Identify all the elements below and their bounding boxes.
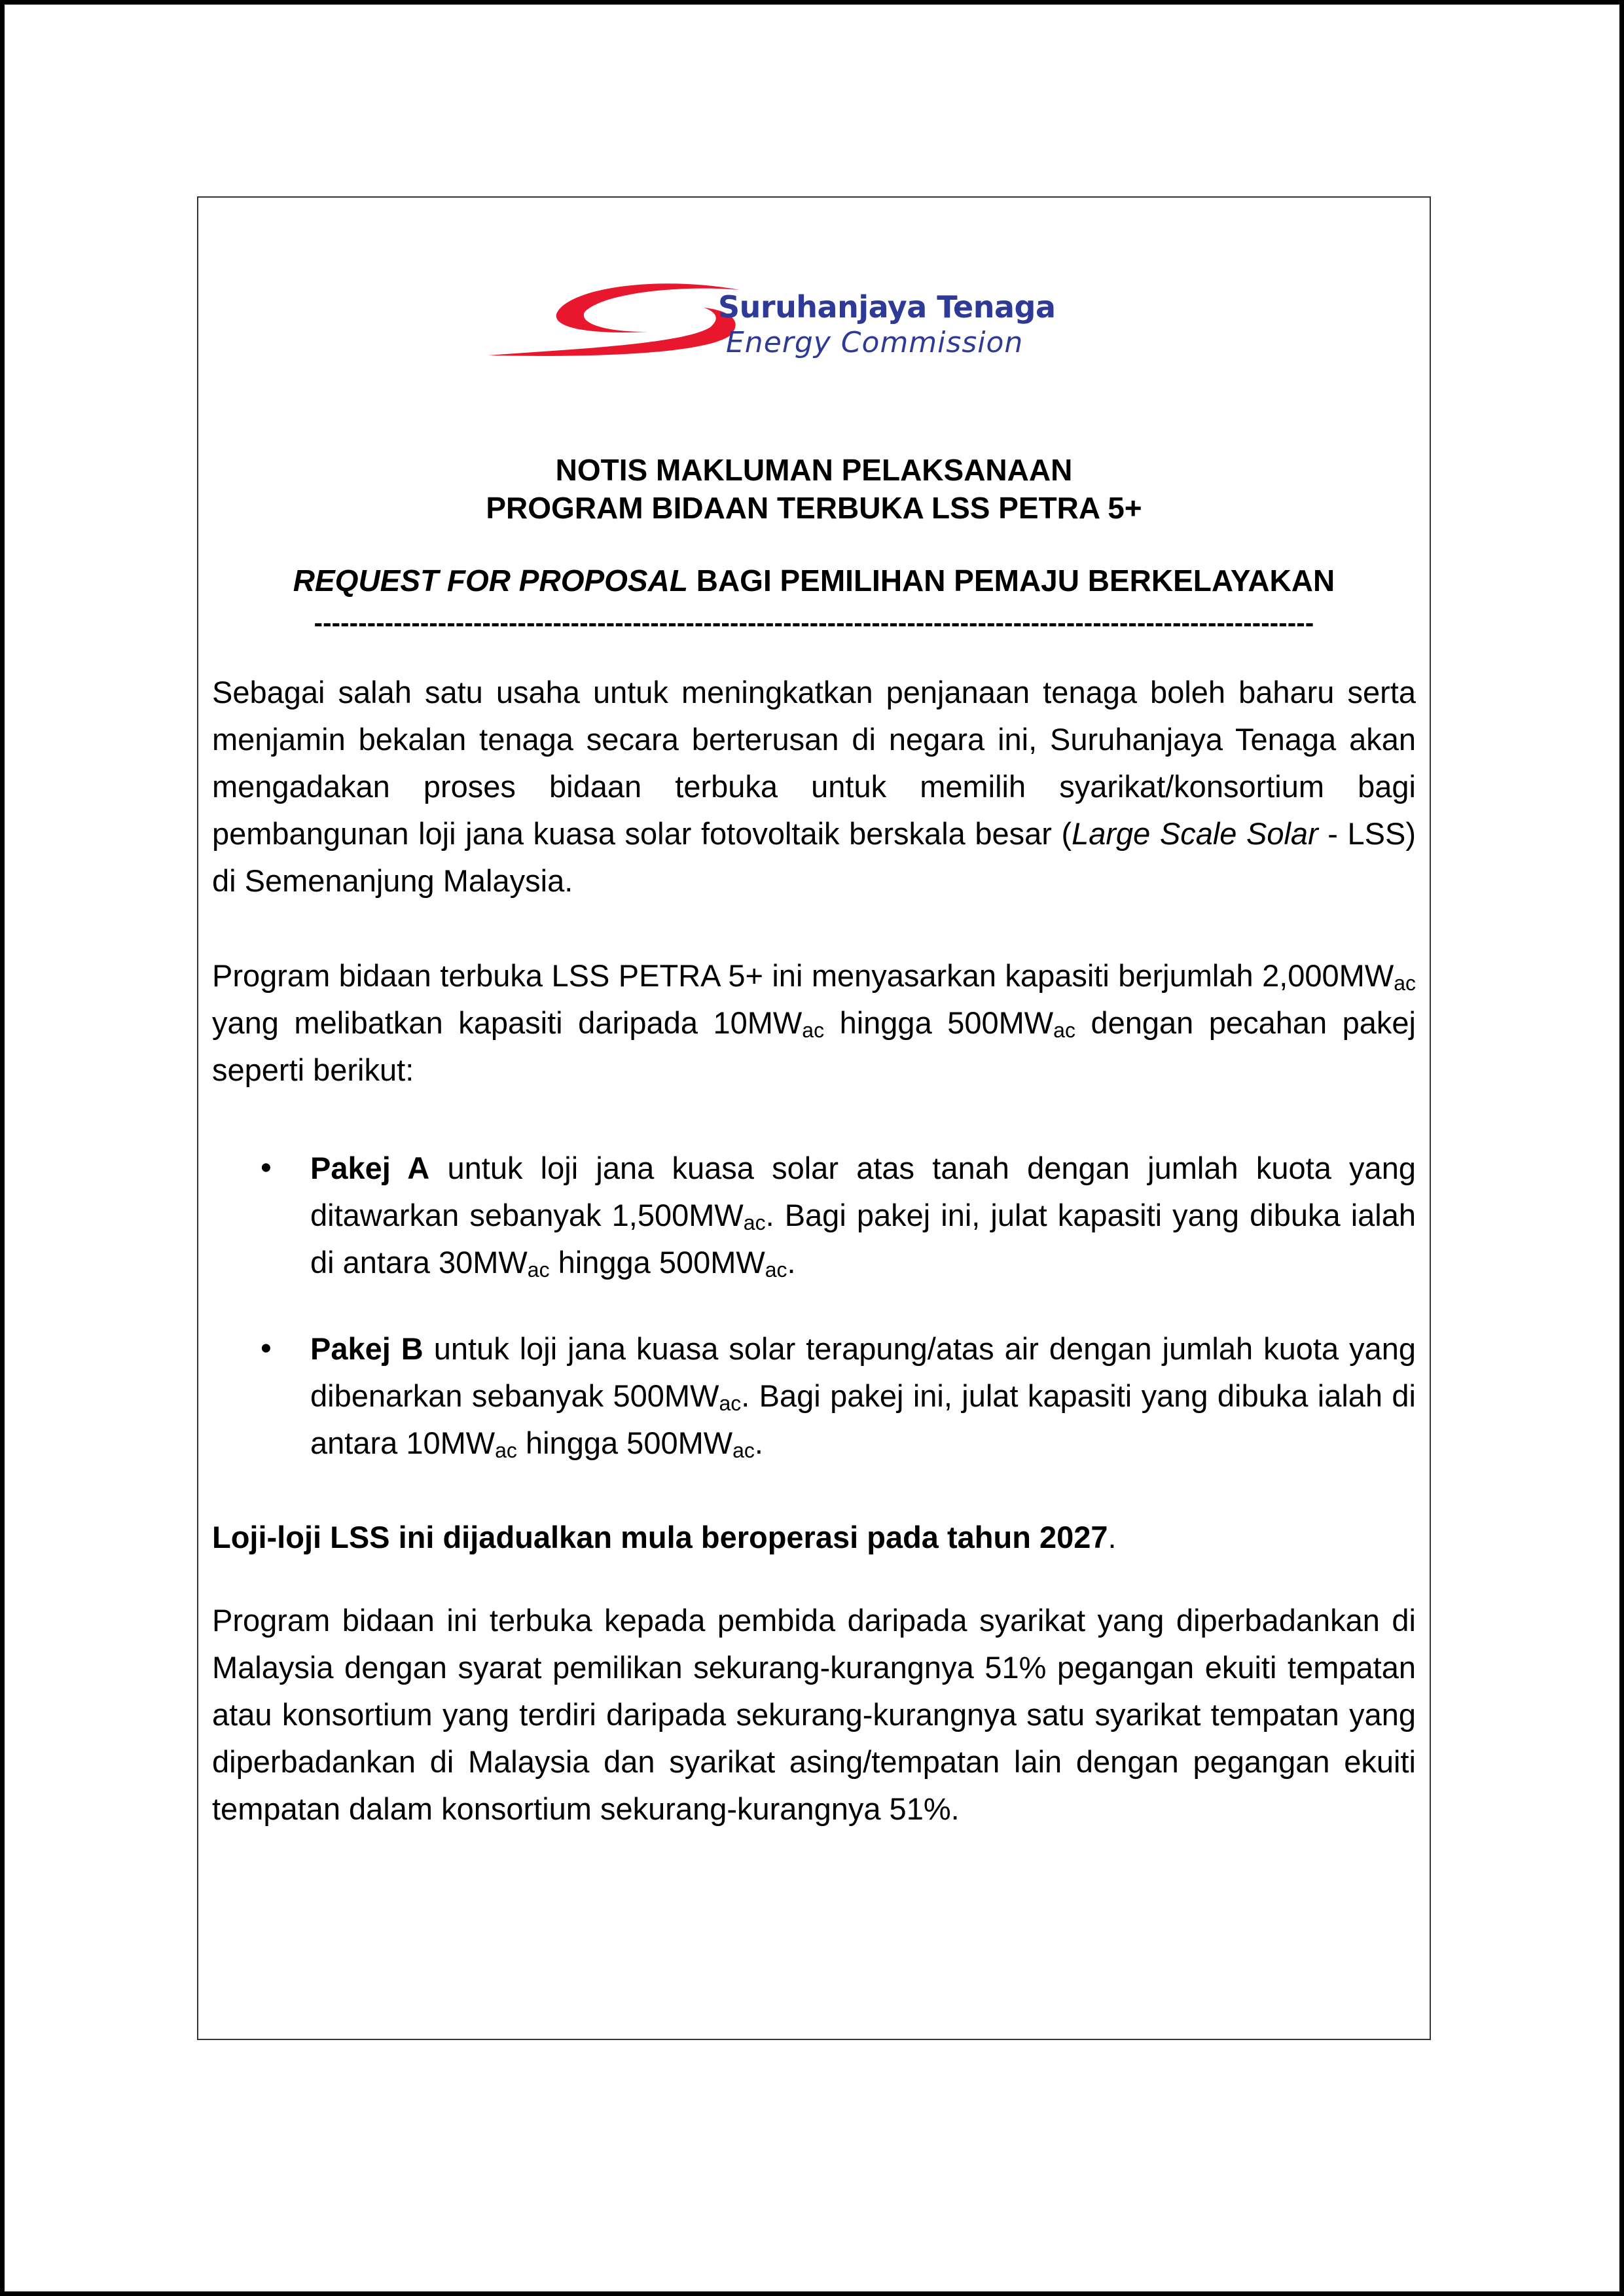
capacity-paragraph — [212, 952, 1416, 1094]
package-b-sub-3: ac — [732, 1439, 755, 1462]
package-a-label: Pakej A — [310, 1151, 430, 1185]
package-a-text-3: hingga 500MW — [549, 1245, 765, 1280]
package-b-item — [310, 1325, 1416, 1467]
schedule-statement — [212, 1514, 1416, 1561]
package-a-sub-1: ac — [743, 1211, 766, 1234]
package-a-text-2: . Bagi pakej ini, julat kapasiti yang dibuka ialah di antara 30MW — [310, 1198, 1416, 1280]
capacity-text-3: hingga 500MW — [824, 1005, 1054, 1040]
package-b-sub-1: ac — [719, 1391, 742, 1415]
package-a-text-4: . — [787, 1245, 796, 1280]
package-b-label: Pakej B — [310, 1331, 424, 1366]
package-b-text-4: . — [754, 1426, 763, 1460]
capacity-text-2: yang melibatkan kapasiti daripada 10MW — [212, 1005, 803, 1040]
rfp-title-italic: REQUEST FOR PROPOSAL — [293, 564, 688, 598]
intro-paragraph — [212, 669, 1416, 905]
bullet-marker: • — [261, 1151, 272, 1185]
capacity-sub-3: ac — [1053, 1018, 1075, 1042]
eligibility-paragraph: Program bidaan ini terbuka kepada pembida daripada syarikat yang diperbadankan di Malaysia dengan syarat pemilikan sekurang-kurangnya 51% pegangan ekuiti tempatan atau konsortium yang terdiri daripada sekurang-kurangnya satu syarikat tempatan yang diperbadankan di Malaysia dan syarikat asing/tempatan lain dengan pegangan ekuiti tempatan dalam konsortium sekurang-kurangnya 51%. — [212, 1603, 1416, 1826]
divider-line: ----------------------------------------------------------------------------------------------------------------- — [314, 610, 1314, 636]
capacity-text-1: Program bidaan terbuka LSS PETRA 5+ ini menyasarkan kapasiti berjumlah 2,000MW — [212, 958, 1394, 993]
capacity-text-4: dengan pecahan pakej seperti berikut: — [212, 1005, 1416, 1087]
schedule-tail: . — [1108, 1520, 1117, 1554]
program-title: PROGRAM BIDAAN TERBUKA LSS PETRA 5+ — [486, 491, 1142, 525]
energy-commission-logo — [488, 272, 1136, 363]
logo-swoosh-icon — [488, 283, 740, 356]
package-b-sub-2: ac — [495, 1439, 517, 1462]
intro-italic: Large Scale Solar — [1072, 816, 1318, 851]
bullet-marker: • — [261, 1331, 272, 1366]
package-b-text-1: untuk loji jana kuasa solar terapung/atas air dengan jumlah kuota yang dibenarkan sebanyak 500MW — [310, 1331, 1416, 1413]
package-a-sub-3: ac — [765, 1258, 787, 1282]
logo-line2: Energy Commission — [726, 326, 1024, 359]
intro-text-b: - LSS) di Semenanjung Malaysia. — [212, 816, 1416, 898]
capacity-sub-1: ac — [1394, 971, 1416, 995]
package-a-item — [310, 1145, 1416, 1286]
logo-line1: Suruhanjaya Tenaga — [718, 289, 1056, 325]
notice-title: NOTIS MAKLUMAN PELAKSANAAN — [555, 453, 1073, 487]
package-b-text-3: hingga 500MW — [516, 1426, 733, 1460]
package-a-text-1: untuk loji jana kuasa solar atas tanah dengan jumlah kuota yang ditawarkan sebanyak 1,500MW — [310, 1151, 1416, 1232]
capacity-sub-2: ac — [802, 1018, 825, 1042]
package-b-text-2: . Bagi pakej ini, julat kapasiti yang dibuka ialah di antara 10MW — [310, 1378, 1416, 1460]
package-a-sub-2: ac — [527, 1258, 550, 1282]
schedule-bold: Loji-loji LSS ini dijadualkan mula beroperasi pada tahun 2027 — [212, 1520, 1108, 1554]
intro-text-a: Sebagai salah satu usaha untuk meningkatkan penjanaan tenaga boleh baharu serta menjamin bekalan tenaga secara berterusan di negara ini, Suruhanjaya Tenaga akan mengadakan proses bidaan terbuka untuk memilih syarikat/konsortium bagi pembangunan loji jana kuasa solar fotovoltaik berskala besar ( — [212, 675, 1416, 851]
rfp-title — [212, 561, 1416, 600]
rfp-title-rest: BAGI PEMILIHAN PEMAJU BERKELAYAKAN — [687, 564, 1335, 598]
